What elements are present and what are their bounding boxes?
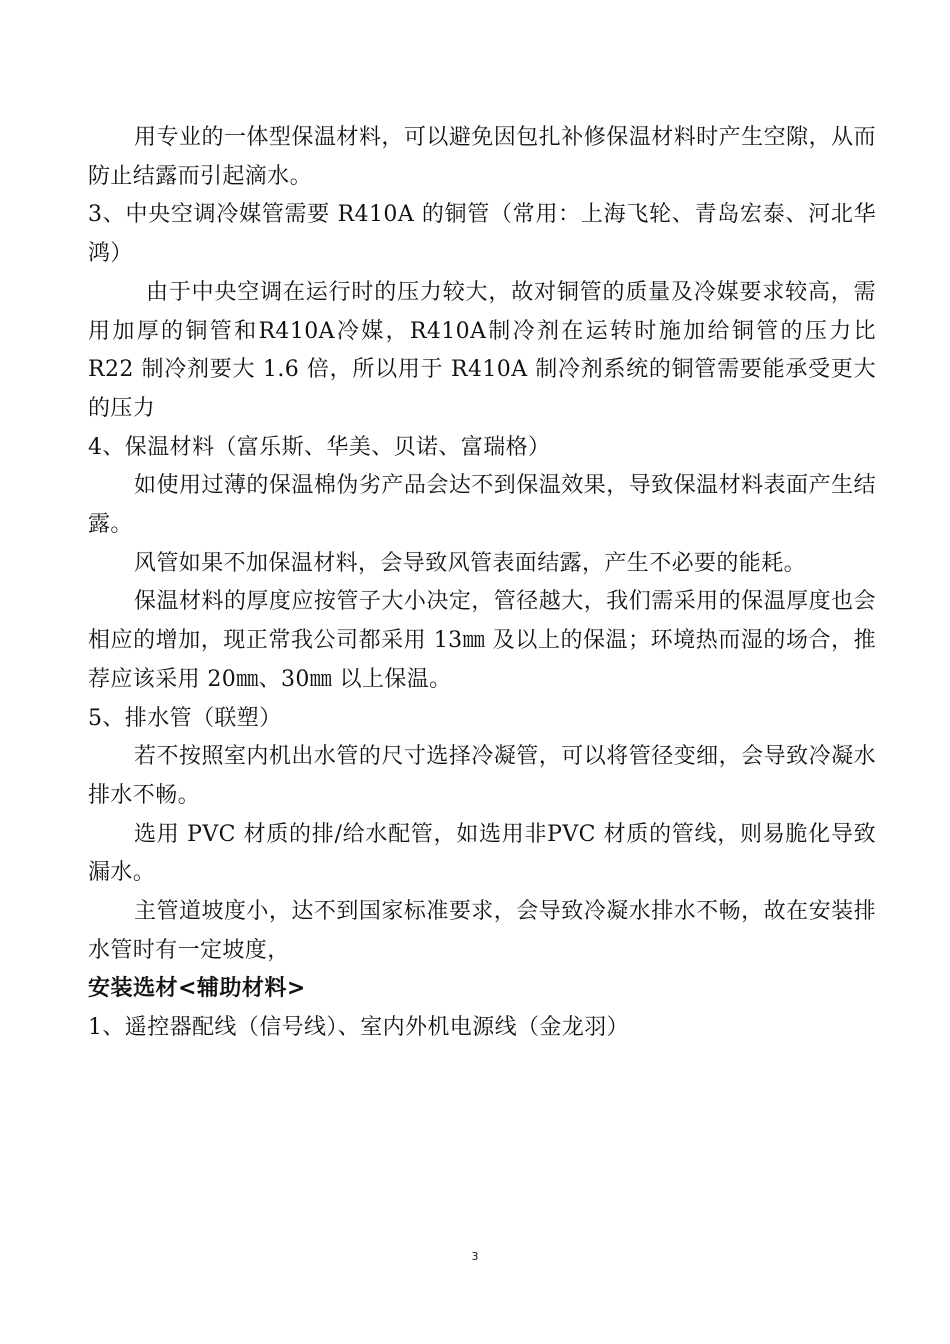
item-drain-pipe: 5、排水管（联塑） [88, 705, 282, 731]
item-remote-wiring: 1、遥控器配线（信号线）、室内外机电源线（金龙羽） [88, 1015, 629, 1041]
document-body [88, 119, 876, 1048]
paragraph-duct-insulation: 风管如果不加保温材料，会导致风管表面结露，产生不必要的能耗。 [134, 550, 807, 576]
paragraph-insulation-intro: 用专业的一体型保温材料，可以避免因包扎补修保温材料时产生空隙，从而防止结露而引起滴水。 [88, 125, 876, 189]
paragraph-insulation-thickness: 保温材料的厚度应按管子大小决定，管径越大，我们需采用的保温厚度也会相应的增加，现正常我公司都采用 13㎜ 及以上的保温；环境热而湿的场合，推荐应该采用 20㎜、30㎜ 以上保温。 [88, 589, 876, 692]
paragraph-thin-insulation: 如使用过薄的保温棉伪劣产品会达不到保温效果，导致保温材料表面产生结露。 [88, 473, 876, 538]
paragraph-copper-pressure: 由于中央空调在运行时的压力较大，故对铜管的质量及冷媒要求较高，需用加厚的铜管和R410A冷媒，R410A制冷剂在运转时施加给铜管的压力比 R22 制冷剂要大 1.6 倍，所以用于 R410A 制冷剂系统的铜管需要能承受更大的压力 [88, 279, 876, 421]
section-heading: 安装选材<辅助材料> [88, 976, 306, 1002]
paragraph-pipe-slope: 主管道坡度小，达不到国家标准要求，会导致冷凝水排水不畅，故在安装排水管时有一定坡度， [88, 899, 876, 963]
paragraph-pvc-material: 选用 PVC 材质的排/给水配管，如选用非PVC 材质的管线，则易脆化导致漏水。 [88, 821, 876, 886]
page-number: 3 [471, 1250, 479, 1263]
item-insulation-material: 4、保温材料（富乐斯、华美、贝诺、富瑞格） [88, 434, 551, 460]
item-copper-pipe: 3、中央空调冷媒管需要 R410A 的铜管（常用：上海飞轮、青岛宏泰、河北华鸿） [88, 202, 876, 267]
paragraph-condensate-size: 若不按照室内机出水管的尺寸选择冷凝管，可以将管径变细，会导致冷凝水排水不畅。 [88, 744, 876, 808]
